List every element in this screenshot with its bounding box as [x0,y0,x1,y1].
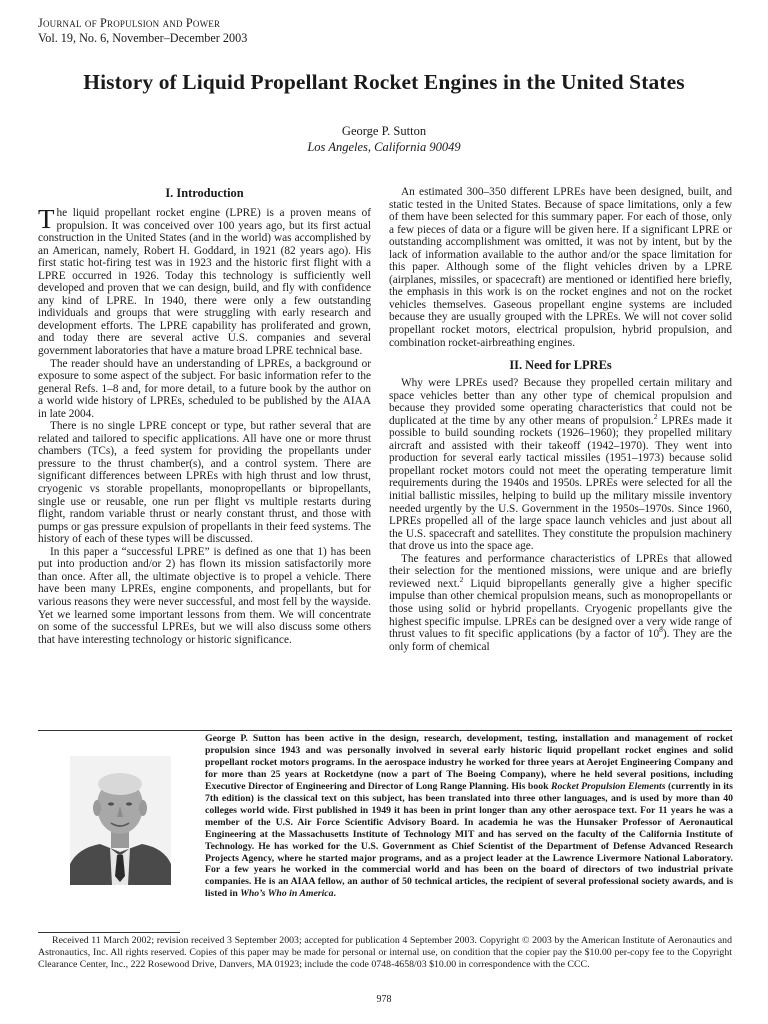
reference-superscript: 2 [459,575,464,585]
paper-title: History of Liquid Propellant Rocket Engines in the United States [83,70,685,94]
need-paragraph-1-rest: LPREs made it possible to build sounding rockets (1926–1960); they propelled military aircraft and assisted with their takeoff (1942–1970). They went into production for several early tactical missiles (1951–1973) because solid propellant rocket motors could not meet the operating temperature limit requirements during the 1940s and 1950s. LPREs were selected for all the initial ballistic missiles, helping to build up the military missile inventory needed urgently by the U.S. Government in the 1950s–1970s. Since 1960, LPREs propelled all of the large space launch vehicles and just about all the U.S. spacecraft and satellites. They constitute the propulsion machinery that drove us into the space age. [389,414,732,553]
author-biography [205,733,733,900]
bio-text-1: George P. Sutton has been active in the design, research, development, testing, installation and management of rocket propulsion since 1943 and was personally involved in several early historic liquid propellant rocket engines and solid propellant rocket motors programs. In the aerospace industry he worked for three years at Aerojet Engineering Company and for more than 25 years at Rocketdyne (now a part of The Boeing Company), where he held several positions, including Executive Director of Engineering and Director of Long Range Planning. His book [205,733,733,792]
left-column [38,186,371,646]
footnote-rule [38,932,180,933]
need-paragraph-1-text: Why were LPREs used? Because they propelled certain military and space vehicles better than any other type of chemical propulsion and because they provided some operating characteristics that could not be duplicated at the time by any other means of propulsion. [389,377,732,427]
intro-paragraph-4: In this paper a “successful LPRE” is defined as one that 1) has been put into production and/or 2) has flown its mission satisfactorily more than once. After all, the ultimate objective is to propel a vehicle. There have been many LPREs, engine components, and propellants, but for various reasons they were never successful, and most fell by the wayside. Yet we learned some important lessons from them. We will concentrate on some of the successful LPREs, but we will also discuss some others that have interesting technology or historic significance. [38,545,371,646]
journal-header [38,16,247,45]
author-affiliation: Los Angeles, California 90049 [307,140,461,154]
bio-top-rule [38,730,732,731]
author-photo [70,756,171,885]
need-paragraph-2-end: ). They are the only form of chemical [389,628,732,653]
need-paragraph-2 [389,553,732,653]
footnote [38,935,732,971]
drop-cap: T [38,204,55,234]
page-number: 978 [376,994,392,1005]
intro-paragraph-1 [38,204,371,358]
intro-paragraph-5: An estimated 300–350 different LPREs have been designed, built, and static tested in the United States. Because of space limitations, only a few of them have been selected for this summary paper. For each of those, only a few pieces of data or a figure will be given here. If a significant LPRE or outstanding accomplishment was omitted, it was not by intent, but by the lack of information available to the author and/or the space limitation for this paper. Although some of the flight vehicles driven by a LPRE (airplanes, missiles, or spacecraft) are mentioned or identified here briefly, the emphasis in this work is on the rocket engines and not on the rocket vehicles themselves. Gaseous propellant engine systems are included because they are usually grouped with the LPREs. We will not cover solid propellant rocket motors, electrical propulsion, hybrid propulsion, and combination rocket-airbreathing engines. [389,186,732,349]
journal-name: Journal of Propulsion and Power [38,16,221,30]
author-name: George P. Sutton [341,124,427,138]
section-heading-introduction: I. Introduction [165,186,244,200]
reference-superscript: 2 [653,411,658,421]
footnote-text: Received 11 March 2002; revision received 3 September 2003; accepted for publication 4 September 2003. Copyright © 2003 by the American Institute of Aeronautics and Astronautics, Inc. All rights reserved. Copies of this paper may be made for personal or internal use, on condition that the copier pay the $10.00 per-copy fee to the Copyright Clearance Center, Inc., 222 Rosewood Drive, Danvers, MA 01923; include the code 0748-4658/03 $10.00 in correspondence with the CCC. [38,935,732,970]
bio-text-2: (currently in its 7th edition) is the classical text on this subject, has been translated into three other languages, and is used by more than 40 colleges world wide. First published in 1949 it has been in print longer than any other aerospace text. For 11 years he was a member of the U.S. Air Force Scientific Advisory Board. In academia he was the Hunsaker Professor of Aeronautical Engineering at the Massachusetts Institute of Technology MIT and has served on the faculty of the California Institute of Technology. He has worked for the U.S. Government as Chief Scientist of the Department of Defense Advanced Research Projects Agency, where he started major programs, and as a project leader at the Lawrence Livermore National Laboratory. For a few years he worked in the commercial world and has been on the board of directors of two industrial private companies. He is an AIAA fellow, an author of 50 technical articles, the recipient of several professional society awards, and is listed in [205,780,733,900]
journal-issue: Vol. 19, No. 6, November–December 2003 [38,30,248,45]
need-paragraph-2-text: The features and performance characteristics of LPREs that allowed their selection for the mentioned missions, were unique and are briefly reviewed next. [389,552,732,590]
bio-text-end: . [333,888,336,900]
intro-paragraph-3: There is no single LPRE concept or type, but rather several that are related and tailored to specific applications. All have one or more thrust chambers (TCs), a feed system for providing the propellants under pressure to the thrust chamber(s), and a control system. There are significant differences between LPREs with high thrust and low thrust, cryogenic vs storable propellants, monopropellants or bipropellants, single use or reusable, one run per flight vs multiple restarts during flight, random variable thrust or nearly constant thrust, and those with pumps or gas pressure expulsion of propellants in their feed systems. The history of each of these types will be discussed. [38,420,371,546]
bio-book-title: Rocket Propulsion Elements [551,780,666,792]
intro-paragraph-2: The reader should have an understanding of LPREs, a background or exposure to some aspect of the subject. For basic information refer to the general Refs. 1–8 and, for more detail, to a future book by the author on a world wide history of LPREs, scheduled to be published by the AIAA in late 2004. [38,357,371,420]
section-heading-need-for-lpres: II. Need for LPREs [509,358,612,373]
right-column [389,186,732,653]
need-paragraph-2-rest: Liquid bipropellants generally give a higher specific impulse than other chemical propulsion means, such as monopropellants or those using solid or hybrid propellants. Cryogenic propellants give the highest specific impulse. LPREs can be designed over a very wide range of thrust values to fit specific applications (by a factor of 10 [389,577,732,641]
exponent-superscript: 8 [659,625,663,635]
need-paragraph-1 [389,377,732,553]
bio-whos-who: Who’s Who in America [240,888,334,900]
intro-paragraph-1-text: he liquid propellant rocket engine (LPRE) is a proven means of propulsion. It was conceived over 100 years ago, but its first actual construction in the United States (and in the world) was accomplished by an American, namely, Robert H. Goddard, in 1921 (82 years ago). His first static hot-firing test was in 1923 and the historic first flight with a LPRE occurred in 1926. Today this technology is sufficiently well developed and proven that we can design, build, and fly with confidence any kind of LPRE. In 1940, there were only a few outstanding individuals and groups that were struggling with early research and development efforts. The LPRE capability has proliferated and grown, and today there are several active U.S. companies and several government laboratories that have a mature broad LPRE technical base. [38,207,371,358]
